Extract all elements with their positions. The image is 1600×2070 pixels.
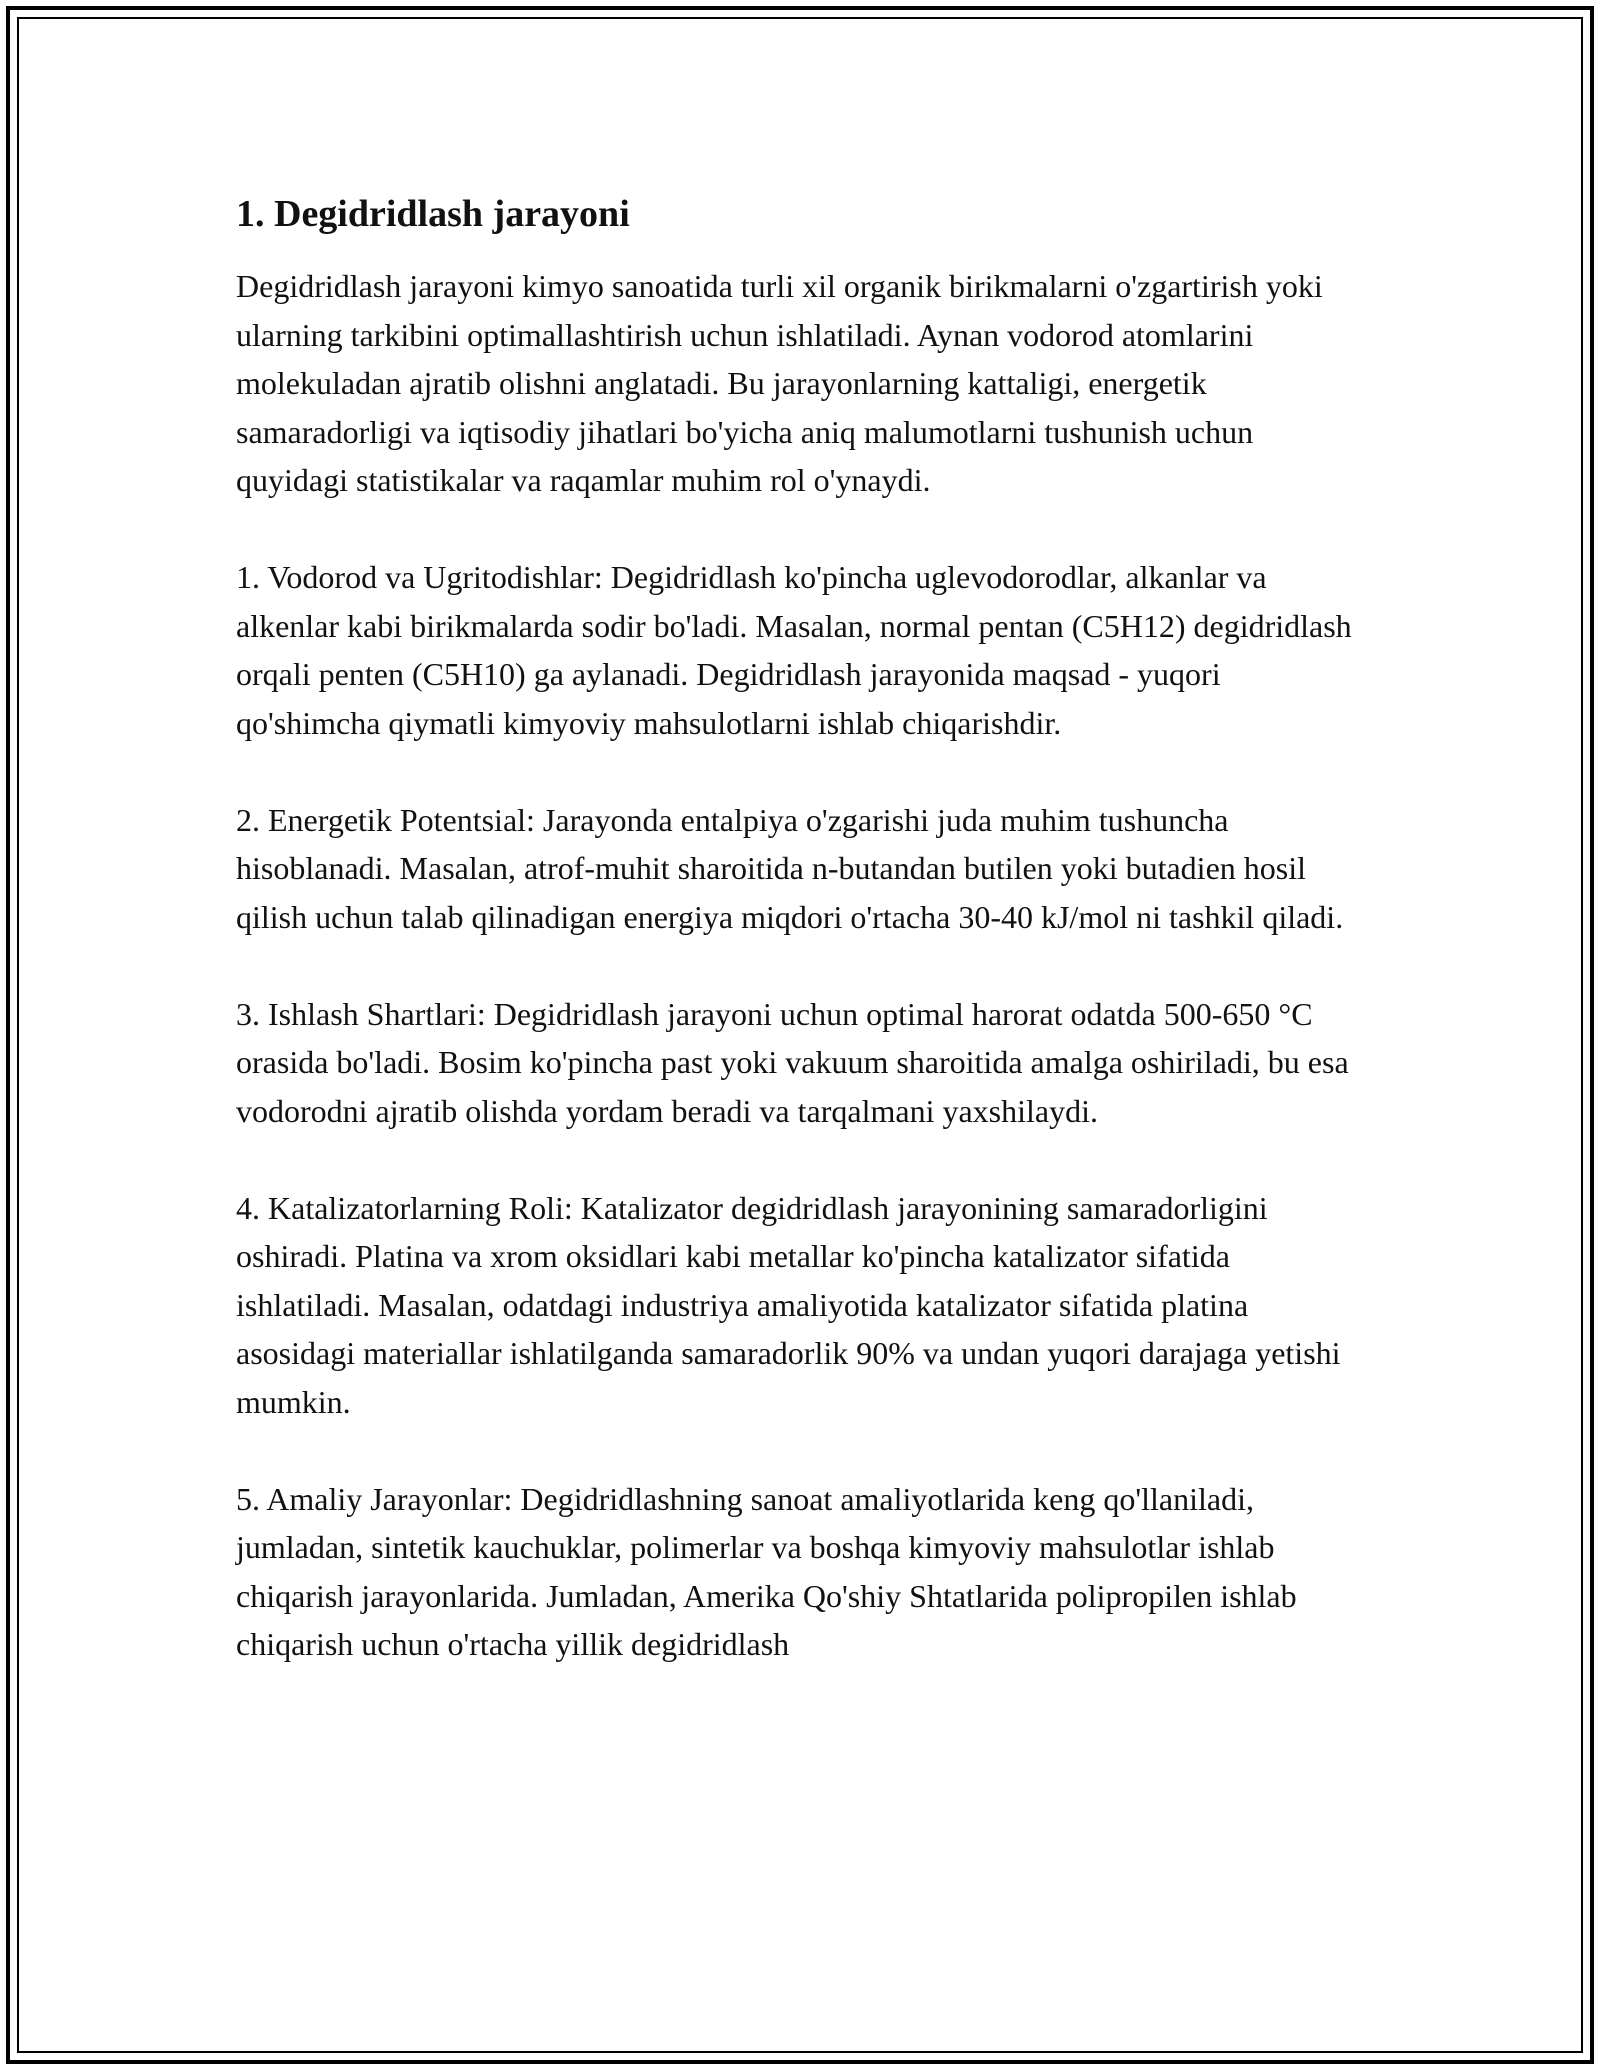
section-heading: 1. Degidridlash jarayoni xyxy=(236,193,630,235)
document-body xyxy=(236,188,1366,1717)
paragraph-energetik: 2. Energetik Potentsial: Jarayonda entalpiya o'zgarishi juda muhim tushuncha hisoblanadi. Masalan, atrof-muhit sharoitida n-butandan butilen yoki butadien hosil qilish uchun talab qilinadigan energiya miqdori o'rtacha 30-40 kJ/mol ni tashkil qiladi. xyxy=(236,801,1344,935)
paragraph-ishlash-shartlari: 3. Ishlash Shartlari: Degidridlash jarayoni uchun optimal harorat odatda 500-650 °C orasida bo'ladi. Bosim ko'pincha past yoki vakuum sharoitida amalga oshiriladi, bu esa vodorodni ajratib olishda yordam beradi va tarqalmani yaxshilaydi. xyxy=(236,995,1349,1129)
paragraph-katalizatorlar: 4. Katalizatorlarning Roli: Katalizator degidridlash jarayonining samaradorligini oshiradi. Platina va xrom oksidlari kabi metallar ko'pincha katalizator sifatida ishlatiladi. Masalan, odatdagi industriya amaliyotida katalizator sifatida platina asosidagi materiallar ishlatilganda samaradorlik 90% va undan yuqori darajaga yetishi mumkin. xyxy=(236,1189,1341,1420)
intro-paragraph: Degidridlash jarayoni kimyo sanoatida turli xil organik birikmalarni o'zgartirish yoki ularning tarkibini optimallashtirish uchun ishlatiladi. Aynan vodorod atomlarini molekuladan ajratib olishni anglatadi. Bu jarayonlarning kattaligi, energetik samaradorligi va iqtisodiy jihatlari bo'yicha aniq malumotlarni tushunish uchun quyidagi statistikalar va raqamlar muhim rol o'ynaydi. xyxy=(236,268,1323,498)
paragraph-amaliy-jarayonlar: 5. Amaliy Jarayonlar: Degidridlashning sanoat amaliyotlarida keng qo'llaniladi, jumladan, sintetik kauchuklar, polimerlar va boshqa kimyoviy mahsulotlar ishlab chiqarish jarayonlarida. Jumladan, Amerika Qo'shiy Shtatlarida polipropilen ishlab chiqarish uchun o'rtacha yillik degidridlash xyxy=(236,1480,1297,1662)
paragraph-vodorod: 1. Vodorod va Ugritodishlar: Degidridlash ko'pincha uglevodorodlar, alkanlar va alkenlar kabi birikmalarda sodir bo'ladi. Masalan, normal pentan (C5H12) degidridlash orqali penten (C5H10) ga aylanadi. Degidridlash jarayonida maqsad - yuqori qo'shimcha qiymatli kimyoviy mahsulotlarni ishlab chiqarishdir. xyxy=(236,559,1352,741)
